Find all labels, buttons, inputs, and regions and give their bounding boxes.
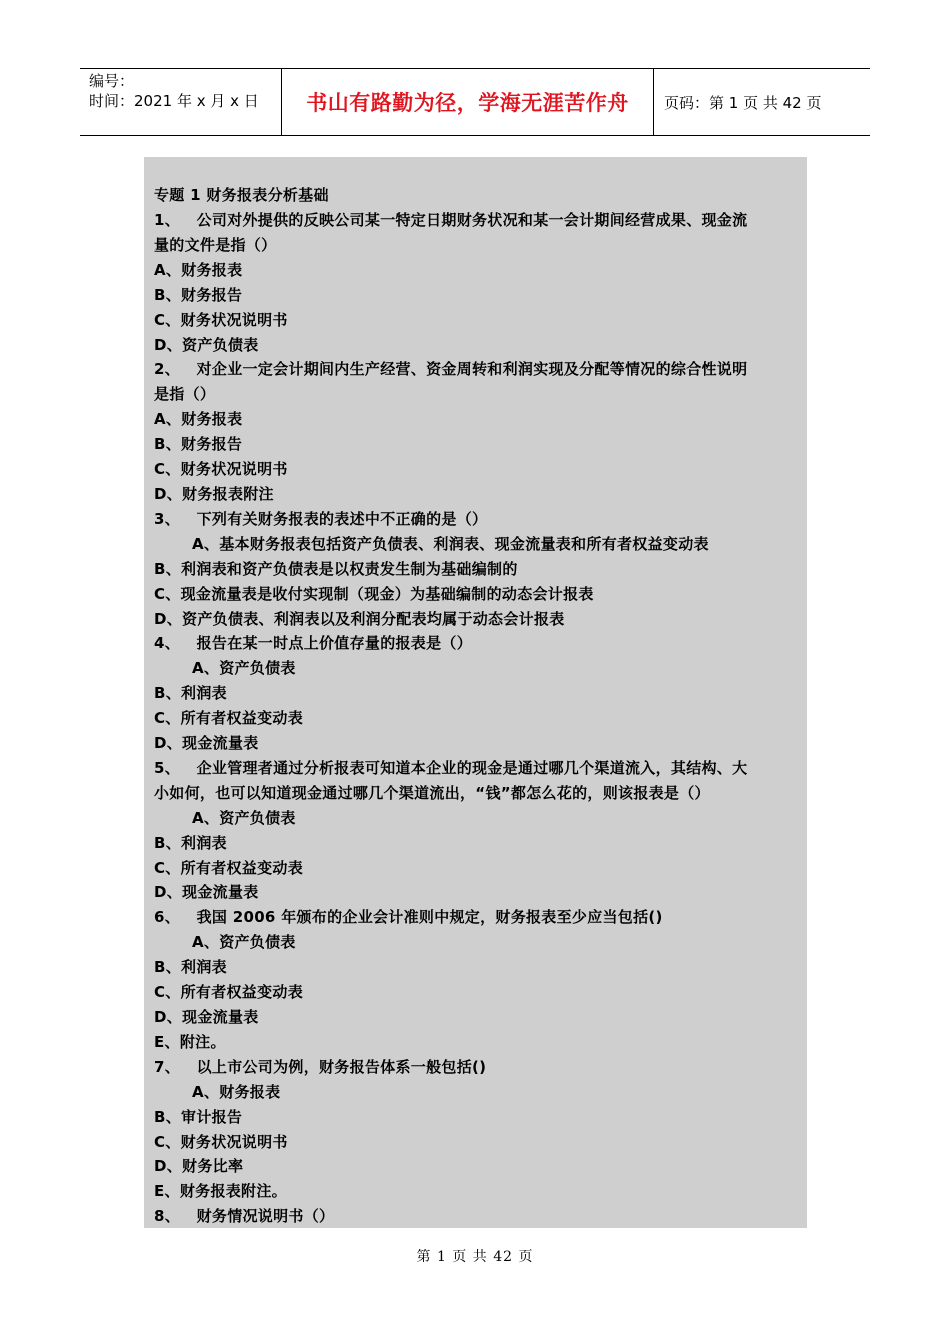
- content-line: 1、 公司对外提供的反映公司某一特定日期财务状况和某一会计期间经营成果、现金流: [154, 211, 748, 229]
- content-line: E、财务报表附注。: [154, 1182, 287, 1201]
- footer-page-number: 第 1 页 共 42 页: [416, 1249, 534, 1265]
- content-line: B、财务报告: [154, 435, 243, 454]
- content-line: D、资产负债表: [154, 335, 259, 354]
- content-line: A、资产负债表: [192, 808, 296, 827]
- content-line: D、财务报表附注: [154, 484, 274, 503]
- content-line: C、所有者权益变动表: [154, 709, 304, 728]
- content-line: B、利润表: [154, 958, 227, 977]
- content-line: 6、 我国 2006 年颁布的企业会计准则中规定，财务报表至少应当包括(): [154, 908, 663, 927]
- content-line: B、财务报告: [154, 285, 243, 304]
- content-line: 4、 报告在某一时点上价值存量的报表是（）: [154, 634, 473, 653]
- content-line: A、资产负债表: [192, 933, 296, 952]
- content-line: E、附注。: [154, 1032, 226, 1051]
- content-line: C、所有者权益变动表: [154, 858, 304, 877]
- content-line: B、利润表: [154, 833, 227, 852]
- content-line: A、基本财务报表包括资产负债表、利润表、现金流量表和所有者权益变动表: [192, 534, 709, 553]
- content-line: D、现金流量表: [154, 1008, 259, 1026]
- content-line: B、利润表和资产负债表是以权责发生制为基础编制的: [154, 559, 518, 578]
- content-line: 2、 对企业一定会计期间内生产经营、资金周转和利润实现及分配等情况的综合性说明: [154, 360, 748, 379]
- header-page-cell: [654, 69, 870, 135]
- time-label: 时间：2021 年 x 月 x 日: [89, 92, 259, 110]
- content-line: 是指（）: [154, 385, 216, 404]
- content-line: B、审计报告: [154, 1107, 243, 1126]
- content-line: 小如何，也可以知道现金通过哪几个渠道流出，“钱”都怎么花的，则该报表是（）: [154, 783, 710, 802]
- header-motto-cell: [282, 69, 654, 135]
- content-line: C、财务状况说明书: [154, 1132, 288, 1151]
- content-line: B、利润表: [154, 684, 227, 703]
- page-info: 页码：第 1 页 共 42 页: [664, 93, 822, 112]
- document-header: [80, 68, 870, 136]
- content-line: A、财务报表: [154, 260, 243, 279]
- content-line: C、财务状况说明书: [154, 460, 288, 479]
- content-line: D、财务比率: [154, 1157, 244, 1176]
- content-line: A、资产负债表: [192, 659, 296, 678]
- content-line: 7、 以上市公司为例，财务报告体系一般包括(): [154, 1057, 487, 1076]
- header-meta-cell: [80, 69, 282, 135]
- content-line: A、财务报表: [154, 410, 243, 429]
- content-line: D、现金流量表: [154, 883, 259, 902]
- content-line: C、财务状况说明书: [154, 310, 288, 329]
- motto-text: 书山有路勤为径，学海无涯苦作舟: [306, 91, 629, 115]
- content-line: C、所有者权益变动表: [154, 983, 304, 1002]
- content-line: C、现金流量表是收付实现制（现金）为基础编制的动态会计报表: [154, 584, 594, 603]
- content-line: A、财务报表: [192, 1082, 281, 1101]
- content-line: D、现金流量表: [154, 734, 259, 753]
- content-line: 3、 下列有关财务报表的表述中不正确的是（）: [154, 509, 488, 528]
- content-line: 5、 企业管理者通过分析报表可知道本企业的现金是通过哪几个渠道流入，其结构、大: [154, 758, 748, 777]
- number-label: 编号：: [89, 72, 135, 90]
- section-title: 专题 1 财务报表分析基础: [154, 186, 329, 204]
- content-line: D、资产负债表、利润表以及利润分配表均属于动态会计报表: [154, 609, 565, 628]
- content-line: 量的文件是指（）: [154, 235, 277, 254]
- content-line: 8、 财务情况说明书（）: [154, 1207, 335, 1226]
- page-footer: [0, 1246, 950, 1266]
- question-content-box: [144, 157, 807, 1228]
